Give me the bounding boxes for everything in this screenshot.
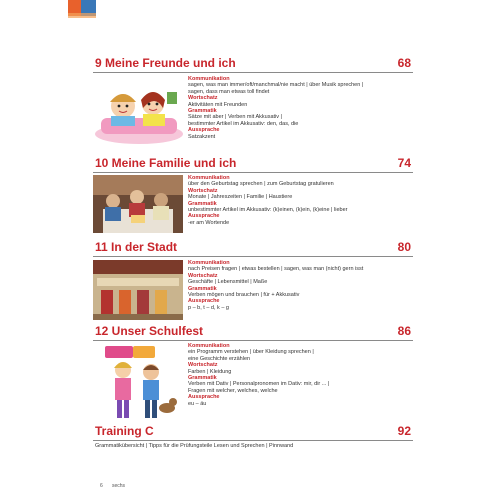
unit-12-section (93, 324, 413, 424)
section-heading: Kommunikation (188, 260, 230, 266)
unit-title[interactable]: 12 Unser Schulfest (95, 324, 204, 338)
unit-title[interactable]: Training C (95, 424, 154, 438)
section-text: sagen, dass man etwas toll findet (188, 88, 270, 95)
divider (93, 256, 413, 257)
section-text: eine Geschichte erzählen (188, 355, 251, 362)
section-text: p – b, t – d, k – g (188, 304, 229, 311)
unit-header (93, 240, 413, 256)
training-c-section (93, 424, 413, 454)
divider (93, 172, 413, 173)
section-heading: Kommunikation (188, 76, 230, 82)
section-text: Farben | Kleidung (188, 368, 232, 375)
section-heading: Wortschatz (188, 362, 218, 369)
divider (93, 340, 413, 341)
section-heading: Aussprache (188, 298, 220, 305)
section-heading: Kommunikation (188, 175, 230, 181)
unit-title[interactable]: 10 Meine Familie und ich (95, 156, 237, 170)
section-heading: Grammatik (188, 285, 217, 292)
training-text: Grammatikübersicht | Tipps für die Prüfungsteile Lesen und Sprechen | Pinnwand (95, 443, 294, 449)
unit-header (93, 424, 413, 440)
corner-decoration (68, 0, 96, 16)
unit-content (188, 175, 413, 226)
section-text: unbestimmter Artikel im Akkusativ: (k)einen, (k)ein, (k)eine | lieber (188, 207, 348, 214)
unit-page-number[interactable]: 68 (397, 56, 411, 70)
footer-page-label: sechs (112, 483, 126, 489)
section-heading: Aussprache (188, 213, 220, 220)
section-text: über den Geburtstag sprechen | zum Geburtstag gratulieren (188, 181, 334, 188)
unit-header (93, 56, 413, 72)
section-heading: Kommunikation (188, 343, 230, 349)
unit-content (188, 260, 413, 311)
section-text: Satzakzent (188, 133, 216, 140)
section-text: -er am Wortende (188, 219, 230, 226)
unit-9-section (93, 56, 413, 156)
market-shop-photo-icon (93, 260, 183, 320)
section-text: eu – äu (188, 400, 207, 407)
unit-header (93, 156, 413, 172)
section-heading: Wortschatz (188, 95, 218, 102)
section-heading: Grammatik (188, 108, 217, 115)
section-text: sagen, was man immer/oft/manchmal/nie macht | über Musik sprechen | (188, 82, 364, 89)
divider (93, 440, 413, 441)
unit-content (188, 76, 413, 140)
section-text: Verben mögen und brauchen | für + Akkusativ (188, 292, 300, 299)
section-text: ein Programm verstehen | über Kleidung sprechen | (188, 349, 314, 356)
footer-page-number: 6 (100, 483, 103, 489)
divider (93, 72, 413, 73)
unit-page-number[interactable]: 80 (397, 240, 411, 254)
section-heading: Aussprache (188, 394, 220, 401)
unit-page-number[interactable]: 74 (397, 156, 411, 170)
training-content (95, 443, 411, 449)
unit-title[interactable]: 9 Meine Freunde und ich (95, 56, 236, 70)
unit-title[interactable]: 11 In der Stadt (95, 240, 178, 254)
section-text: Geschäfte | Lebensmittel | Maße (188, 279, 268, 286)
cartoon-kids-illustration-icon (93, 78, 185, 148)
unit-10-section (93, 156, 413, 236)
section-text: nach Preisen fragen | etwas bestellen | sagen, was man (nicht) gern isst (188, 266, 364, 273)
section-heading: Wortschatz (188, 272, 218, 279)
unit-page-number[interactable]: 86 (397, 324, 411, 338)
section-heading: Wortschatz (188, 187, 218, 194)
family-birthday-photo-icon (93, 175, 183, 233)
unit-header (93, 324, 413, 340)
section-text: Sätze mit aber | Verben mit Akkusativ | (188, 114, 282, 121)
section-text: Monate | Jahreszeiten | Familie | Haustiere (188, 194, 293, 201)
section-text: bestimmter Artikel im Akkusativ: den, das, die (188, 120, 299, 127)
section-heading: Grammatik (188, 375, 217, 382)
unit-content (188, 343, 413, 407)
section-text: Verben mit Dativ | Personalpronomen im Dativ: mir, dir ... | (188, 381, 330, 388)
section-text: Aktivitäten mit Freunden (188, 101, 248, 108)
section-heading: Grammatik (188, 200, 217, 207)
school-fest-cartoon-icon (93, 342, 185, 422)
section-text: Fragen mit welcher, welches, welche (188, 387, 278, 394)
unit-11-section (93, 240, 413, 320)
unit-page-number[interactable]: 92 (397, 424, 411, 438)
section-heading: Aussprache (188, 127, 220, 134)
